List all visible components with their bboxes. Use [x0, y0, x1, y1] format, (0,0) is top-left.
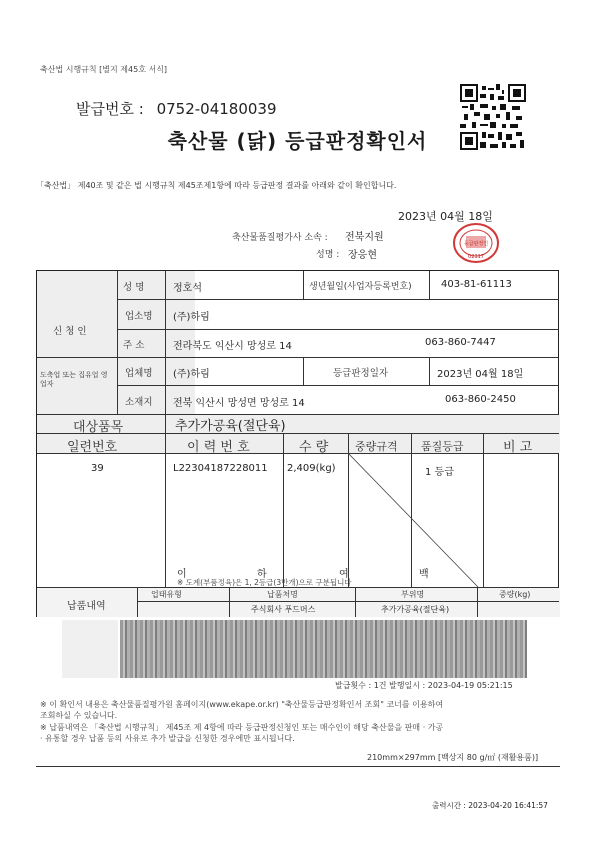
evaluator-org-label: 축산물품질평가사 소속 : [232, 233, 328, 243]
col-note-header: 비 고 [503, 440, 533, 455]
svg-text:등급판정인: 등급판정인 [463, 241, 489, 247]
item-grade: 1 등급 [425, 467, 454, 478]
applicant-address-label: 주 소 [123, 340, 145, 351]
applicant-group-label: 신 청 인 [53, 326, 87, 337]
applicant-name-label: 성 명 [123, 282, 145, 293]
col-trace-header: 이 력 번 호 [187, 440, 250, 455]
applicant-name-value: 정호석 [173, 283, 202, 294]
delivery-type-header: 업태유형 [151, 590, 182, 599]
blank-below-char-4: 백 [419, 569, 429, 580]
footer-note-4: · 유통할 경우 납품 등의 사유로 추가 발급을 신청한 경우에만 표시됩니다. [40, 734, 295, 743]
issue-number [76, 98, 277, 119]
redacted-left-strip [62, 620, 118, 678]
item-trace-number: L22304187228011 [173, 463, 268, 474]
qr-code [460, 84, 526, 150]
col-quantity-header: 수 량 [299, 440, 329, 455]
slaughter-location-value: 전북 익산시 망성면 망성로 14 [173, 398, 305, 409]
grading-date-value: 2023년 04월 18일 [437, 369, 524, 380]
applicant-company-label: 업소명 [125, 311, 153, 322]
blank-below-diagonal [348, 453, 559, 587]
print-info: 발급횟수 : 1건 발행일시 : 2023-04-19 05:21:15 [335, 681, 513, 690]
document-title: 축산물 (닭) 등급판정확인서 [167, 129, 428, 153]
blank-below-char-3: 여 [339, 569, 349, 580]
confirmation-notice: 「축산법」 제40조 및 같은 법 시행규칙 제45조제1항에 따라 등급판정 결과를 아래와 같이 확인합니다. [36, 181, 397, 190]
delivery-client-value: 주식회사 푸드머스 [251, 605, 316, 614]
slaughter-business-value: (주)하림 [173, 369, 210, 380]
applicant-birth-value: 403-81-61113 [441, 279, 512, 290]
page-rule [36, 766, 560, 767]
col-weight-header: 중량규격 [355, 440, 398, 453]
item-quantity: 2,409(kg) [287, 463, 336, 474]
footer-note-1: ※ 이 확인서 내용은 축산물품질평가원 홈페이지(www.ekape.or.kr) "축산물등급판정확인서 조회" 코너를 이용하여 [40, 700, 444, 709]
redacted-area [120, 620, 527, 678]
official-seal-stamp [452, 222, 500, 264]
paper-spec: 210mm×297mm [백상지 80 g/㎡ (재활용품)] [367, 753, 539, 762]
delivery-part-value: 추가가공육(절단육) [381, 605, 450, 614]
applicant-birth-label: 생년월일(사업자등록번호) [309, 282, 412, 292]
blank-below-char-1: 이 [177, 569, 187, 580]
col-serial-header: 일련번호 [67, 440, 118, 455]
grading-date-label: 등급판정일자 [333, 368, 389, 379]
footer-note-3: ※ 납품내역은 「축산법 시행규칙」 제45조 제 4항에 따라 등급판정신청인 또는 매수인이 해당 축산물을 판매 · 가공 [40, 723, 444, 732]
delivery-part-header: 부위명 [401, 590, 425, 599]
applicant-phone-value: 063-860-7447 [425, 337, 496, 348]
issue-number-label: 발급번호 : [76, 100, 144, 118]
delivery-label: 납품내역 [67, 601, 106, 612]
regulation-caption: 축산법 시행규칙 [별지 제45호 서식] [40, 65, 168, 74]
target-item-label: 대상품목 [73, 420, 124, 435]
print-timestamp: 출력시간 : 2023-04-20 16:41:57 [432, 801, 548, 810]
delivery-client-header: 납품처명 [267, 590, 298, 599]
slaughter-location-label: 소재지 [125, 397, 153, 408]
applicant-company-value: (주)하림 [173, 312, 210, 323]
delivery-weight-header: 중량(kg) [499, 590, 531, 599]
issue-number-value: 0752-04180039 [156, 100, 277, 118]
issue-date: 2023년 04월 18일 [398, 210, 493, 223]
slaughter-business-label: 업체명 [125, 368, 153, 379]
slaughter-group-label: 도축업 또는 집유업 영업자 [40, 371, 108, 388]
applicant-address-value: 전라북도 익산시 망성로 14 [173, 341, 292, 352]
certificate-table [36, 270, 559, 617]
footer-note-2: 조회하실 수 있습니다. [40, 711, 118, 720]
evaluator-org-value: 전북지원 [345, 232, 384, 243]
blank-below-char-2: 하 [257, 569, 267, 580]
item-serial: 39 [91, 463, 104, 474]
svg-text:02317: 02317 [468, 254, 484, 260]
target-item-value: 추가가공육(절단육) [175, 419, 286, 434]
col-grade-header: 품질등급 [421, 440, 464, 453]
slaughter-phone-value: 063-860-2450 [445, 394, 516, 405]
grade-footnote: ※ 도계(부품정육)은 1, 2등급(3만개)으로 구분됩니다 [177, 578, 352, 587]
evaluator-name-value: 장응현 [348, 250, 377, 261]
evaluator-name-label: 성명 : [316, 250, 340, 260]
